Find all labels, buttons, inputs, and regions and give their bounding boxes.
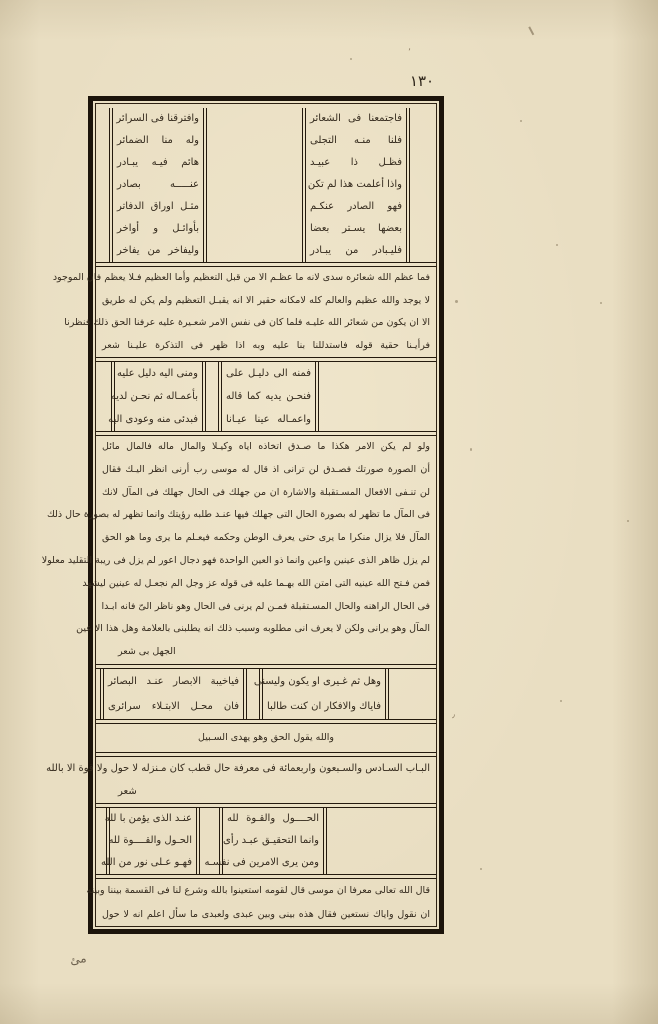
verse-hemistich: فمنه الى دليـل على xyxy=(226,368,311,379)
prose-line: أن الصورة صورتك فصـدق لن ترانى اذ قال له موسى رب أرنى انظر اليـك فقال xyxy=(102,463,430,475)
poem-1-left-column xyxy=(109,108,207,262)
prose-line: فى الحال الراهنه والحال المسـتقبلة فمـن لم يرنى فى الحال وهو ناظر الىّ فانه ابـدا xyxy=(101,600,430,612)
poem-block-1 xyxy=(98,108,434,262)
poem-4-left-column xyxy=(101,808,200,874)
ink-speck xyxy=(529,26,535,35)
prose-line: قال الله تعالى معرفا ان موسى قال لقومه استعينوا بالله وشرع لنا فى القسمة بيننا وبينه xyxy=(86,885,430,896)
paper-speck xyxy=(556,244,558,246)
prose-end-line: الجهل بى شعر xyxy=(118,646,176,658)
poem-4-right-column xyxy=(204,808,327,874)
page-number: ١٣٠ xyxy=(409,72,435,90)
poem-3-right-column xyxy=(253,669,389,719)
verse-hemistich: الحــــول والقـوة لله xyxy=(227,813,319,824)
poem-block-2 xyxy=(98,362,434,431)
prose-line: لا يوجد والله عظيم والعالم كله لامكانه حقير الا انه يقبـل التعظيم ولم يكن له طريق xyxy=(102,294,430,306)
poem-2-right-column xyxy=(218,362,319,431)
verse-hemistich: فظـل ذا عبيـد xyxy=(310,157,402,168)
paper-speck xyxy=(350,58,352,60)
prose-paragraph-1 xyxy=(52,267,434,357)
verse-hemistich: فهو الصادر عنكـم xyxy=(310,201,402,212)
prose-line: لن تنـفى الافعال المسـتقبلة والاشارة ان من جهلك فى الحال جهلك فى المآل لانك xyxy=(102,486,430,498)
poem-3-left-column xyxy=(100,669,247,719)
prose-line: المآل فلا يزال منكرا ما يرى حتى يعرف الوطن وحكمه فيعـلم ما يرى وما هو الحق xyxy=(102,532,430,544)
paper-speck xyxy=(455,300,458,303)
paper-speck xyxy=(520,120,522,122)
prose-line: فمن فـتح الله عينيه التى امتن الله بهـما عليه فى قوله عز وجل الم نجعـل له عينين ليشهد xyxy=(82,577,430,589)
verse-hemistich: فان محـل الابتـلاء سرائرى xyxy=(108,701,239,712)
poem-block-4 xyxy=(98,808,434,874)
catchword: مئ xyxy=(69,950,88,968)
formula-line: والله يقول الحق وهو يهدى السـبيل xyxy=(198,732,334,743)
verse-hemistich: فنحـن يديه كما قاله xyxy=(226,391,311,402)
verse-hemistich: بأعمـاله ثم نحـن لديه xyxy=(110,391,198,402)
page-frame xyxy=(41,96,444,934)
prose-line: لم يزل ظاهر الذى عينين واعين وانما ذو العين الواحدة فهو دجال اعور لم يزل فى ريبة التقليد معلولا xyxy=(41,554,430,566)
verse-hemistich: ومنى اليه دليل عليه xyxy=(116,368,198,379)
verse-hemistich: فبدئى منه وعودى اليه xyxy=(108,414,198,425)
verse-hemistich: وافترقنا فى السرائر xyxy=(116,113,199,124)
verse-hemistich: مثـل اوراق الدفاتر xyxy=(117,201,199,212)
verse-hemistich: فياخيبة الابصار عنـد البصائر xyxy=(108,676,239,687)
prose-line: ان نقول واياك نستعين فقال هذه بينى وبين عبدى ولعبدى ما سأل اعلم انه لا حول xyxy=(102,908,430,920)
paper-speck xyxy=(600,302,602,304)
chapter-heading xyxy=(46,757,434,803)
chapter-title: البـاب السـادس والسـبعون واربعمائة فى معرفة حال قطب كان مـنزله لا حول ولا قوة الا بالله xyxy=(46,763,430,774)
verse-hemistich: الحـول والقــــوة لله xyxy=(108,835,192,846)
ink-speck: ٬ xyxy=(408,48,411,58)
poem-block-3 xyxy=(98,669,434,719)
paper-speck xyxy=(470,448,472,451)
prose-line: الا ان يكون من شعائر الله عليـه فلما كان فى نفس الامر شعـيرة عليه عرفنا الحق ذلك فنظرنا xyxy=(64,317,430,328)
ink-speck: ٫ xyxy=(452,710,455,720)
paper-speck xyxy=(627,520,629,522)
prose-line: ولو لم يكن الامر هكذا ما صـدق اتخاذه اياه وكيـلا والمال ماله فالمال مائل xyxy=(102,441,430,452)
verse-hemistich: بأوائـل و أواخر xyxy=(117,223,199,234)
verse-hemistich: فاياك والافكار ان كنت طالبا xyxy=(267,701,381,712)
verse-hemistich: فاجتمعنا فى الشعائر xyxy=(310,113,402,124)
verse-hemistich: فهـو عـلى نور من الله xyxy=(101,857,192,868)
prose-line: فى المآل ما تظهر له بصورة الحال التى جهلك فيها عنـد طلبه رؤيتك وانما تظهر له بصورة حال ذلك xyxy=(46,509,430,521)
verse-marker: شعر xyxy=(118,786,137,797)
verse-hemistich: وله منا الضمائر xyxy=(117,135,199,146)
verse-hemistich: عنـد الذى يؤمن با لله xyxy=(104,813,192,824)
verse-hemistich: واذا أعلمت هذا لم تكن xyxy=(307,179,402,190)
page-frame-inner xyxy=(41,103,437,927)
prose-line: فما عظم الله شعائره سدى لانه ما عظـم الا من قبل التعظيم وأما العظيم فـلا يعظم فان الموجود xyxy=(52,272,430,283)
paper-speck xyxy=(480,868,482,870)
chapter-closing-formula xyxy=(98,724,434,752)
verse-hemistich: بعضها يسـتر بعضا xyxy=(310,223,402,234)
verse-hemistich: وهل ثم غـيرى او يكون وليسنى xyxy=(253,676,381,687)
verse-hemistich: عنـــــه بصادر xyxy=(117,179,199,190)
prose-paragraph-3 xyxy=(86,879,434,926)
verse-hemistich: واعمـاله عينا عيـانا xyxy=(226,414,311,425)
verse-hemistich: هائم فيـه يبـادر xyxy=(117,157,199,168)
verse-hemistich: وانما التحقيـق عبـد رأى xyxy=(223,835,319,846)
verse-hemistich: وليفاخر من يفاخر xyxy=(117,245,199,256)
prose-paragraph-2 xyxy=(41,436,434,664)
verse-hemistich: فلنا منـه التجلى xyxy=(310,135,402,146)
paper-speck xyxy=(560,700,562,702)
poem-2-left-column xyxy=(108,362,206,431)
verse-hemistich: ومن يرى الامرين فى نفسـه xyxy=(204,857,319,868)
verse-hemistich: فليـبادر من يبـادر xyxy=(310,245,402,256)
prose-line: فرأيـنا حقية قوله فاستدللنا بنا عليه وبه اذا ظهر فى التذكرة عليـنا شعر xyxy=(102,339,430,351)
prose-line: المآل وهو يرانى ولكن لا يعرف انى مطلوبه وسبب ذلك انه يطلبنى بالعلامة وهل هذا الا عين xyxy=(76,623,430,635)
poem-1-right-column xyxy=(302,108,410,262)
